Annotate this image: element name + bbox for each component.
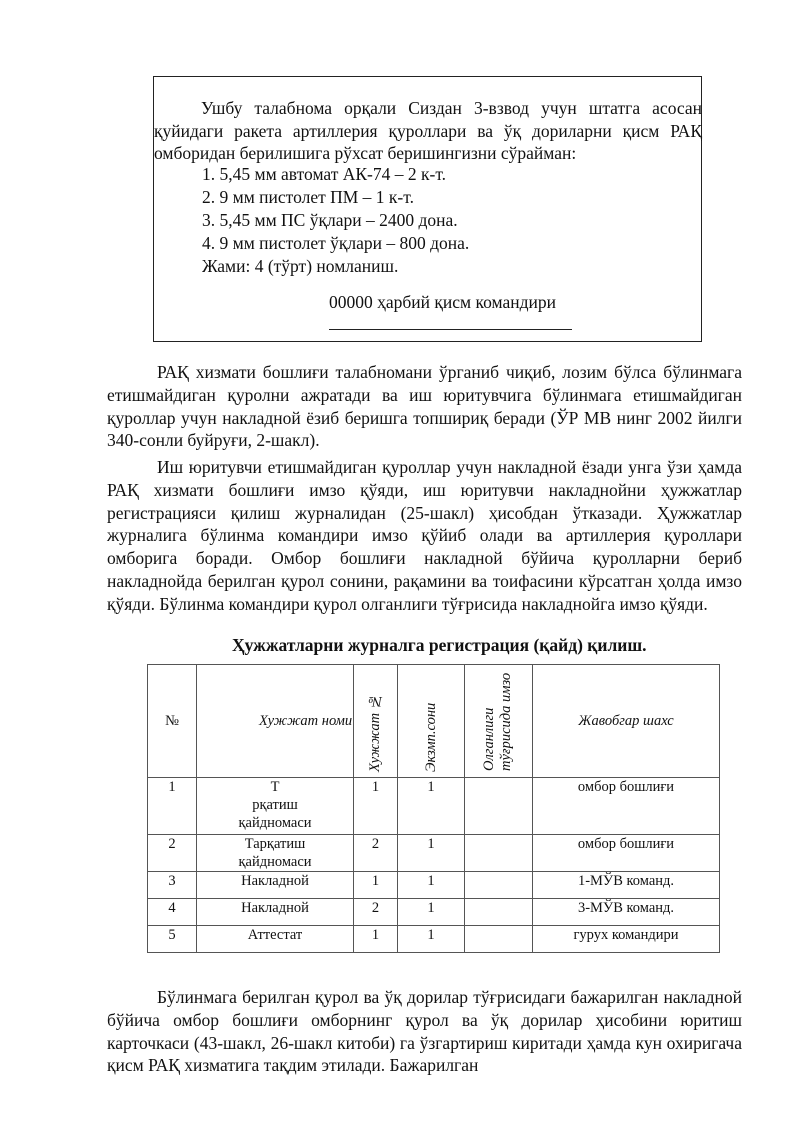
paragraph-1 xyxy=(107,361,742,452)
table-header-row xyxy=(148,665,720,778)
cell-responsible: 3-МЎВ команд. xyxy=(533,899,720,926)
table-row xyxy=(148,835,720,872)
cell-doc-no: 2 xyxy=(354,835,398,872)
cell-doc-no: 1 xyxy=(354,926,398,953)
cell-copies: 1 xyxy=(398,778,465,835)
cell-num: 3 xyxy=(148,872,197,899)
request-intro xyxy=(154,97,702,165)
paragraph-2 xyxy=(107,456,742,616)
cell-sign xyxy=(465,926,533,953)
cell-copies: 1 xyxy=(398,926,465,953)
cell-responsible: гурух командири xyxy=(533,926,720,953)
cell-num: 1 xyxy=(148,778,197,835)
paragraph-3 xyxy=(107,986,742,1077)
header-num: № xyxy=(148,665,197,778)
cell-sign xyxy=(465,899,533,926)
header-copies xyxy=(398,665,465,778)
cell-sign xyxy=(465,872,533,899)
cell-responsible: 1-МЎВ команд. xyxy=(533,872,720,899)
cell-responsible: омбор бошлиғи xyxy=(533,835,720,872)
commander-title: 00000 ҳарбий қисм командири xyxy=(329,292,556,312)
request-item-3: 3. 5,45 мм ПС ўқлари – 2400 дона. xyxy=(202,210,458,230)
request-item-1: 1. 5,45 мм автомат АК-74 – 2 к-т. xyxy=(202,164,447,184)
request-form-box xyxy=(153,76,702,342)
cell-num: 2 xyxy=(148,835,197,872)
table-row xyxy=(148,872,720,899)
cell-sign xyxy=(465,778,533,835)
request-intro-wrap xyxy=(154,97,702,165)
cell-num: 5 xyxy=(148,926,197,953)
cell-sign xyxy=(465,835,533,872)
header-responsible: Жавобгар шахс xyxy=(533,665,720,778)
table-title: Ҳужжатларни журналга регистрация (қайд) қилиш. xyxy=(232,635,647,655)
cell-doc: Т рқатиш қайдномаси xyxy=(197,778,354,835)
request-total: Жами: 4 (тўрт) номланиш. xyxy=(202,256,399,276)
paragraph-2-text: Иш юритувчи етишмайдиган қуроллар учун накладной ёзади унга ўзи ҳамда РАҚ хизмати бошлиғи имзо қўяди, иш юритувчи накладнойни ҳужжатлар регистрацияси қилиш журналидан (25-шакл) ҳисобдан ўтказади. Ҳужжатлар журналига бўлинма командири имзо қўйиб олади ва артиллерия қуроллари омборига боради. Омбор бошлиғи накладной бўйича қуролларни бериб накладнойда берилган қурол сонини, рақамини ва тоифасини кўрсатган ҳолда имзо қўяди. Бўлинма командири қурол олганлиги тўғрисида накладнойга имзо қўяди. xyxy=(107,457,742,614)
table-row xyxy=(148,778,720,835)
cell-doc: Накладной xyxy=(197,872,354,899)
request-item-2: 2. 9 мм пистолет ПМ – 1 к-т. xyxy=(202,187,414,207)
header-doc-name: Хужжат номи xyxy=(197,665,354,778)
paragraph-3-text: Бўлинмага берилган қурол ва ўқ дорилар тўғрисидаги бажарилган накладной бўйича омбор бошлиғи омборнинг қурол ва ўқ дорилар ҳисобини юритиш карточкаси (43-шакл, 26-шакл китоби) га ўзгартириш киритади ҳамда кун охиригача қисм РАҚ хизматига тақдим этилади. Бажарилган xyxy=(107,987,742,1076)
table-row xyxy=(148,926,720,953)
request-item-4: 4. 9 мм пистолет ўқлари – 800 дона. xyxy=(202,233,470,253)
cell-doc: Накладной xyxy=(197,899,354,926)
cell-doc: Тарқатиш қайдномаси xyxy=(197,835,354,872)
cell-copies: 1 xyxy=(398,835,465,872)
cell-doc: Аттестат xyxy=(197,926,354,953)
header-copies-text: Экзмп.сони xyxy=(422,702,439,772)
header-doc-no-text: Хужжат № xyxy=(367,693,383,772)
table-row xyxy=(148,899,720,926)
paragraph-1-text: РАҚ хизмати бошлиғи талабномани ўрганиб чиқиб, лозим бўлса бўлинмага етишмайдиган қуролни ажратади ва иш юритувчига бўлинмага етишмайдиган қуроллар учун накладной ёзиб беришга топшириқ беради (ЎР МВ нинг 2002 йилги 340-сонли буйруғи, 2-шакл). xyxy=(107,362,742,451)
request-intro-text: Ушбу талабнома орқали Сиздан 3-взвод учун штатга асосан қуйидаги ракета артиллерия қуроллари ва ўқ дориларни қисм РАҚ омборидан берилишига рўхсат беришингизни сўрайман: xyxy=(154,98,702,164)
cell-responsible: омбор бошлиғи xyxy=(533,778,720,835)
registration-table xyxy=(147,664,720,953)
header-doc-no xyxy=(354,665,398,778)
cell-copies: 1 xyxy=(398,899,465,926)
cell-doc-no: 2 xyxy=(354,899,398,926)
cell-copies: 1 xyxy=(398,872,465,899)
cell-num: 4 xyxy=(148,899,197,926)
header-received-sign xyxy=(465,665,533,778)
header-received-sign-text: Олганлиги тўғрисида имзо xyxy=(480,672,514,771)
signature-line xyxy=(329,329,572,330)
cell-doc-no: 1 xyxy=(354,872,398,899)
cell-doc-no: 1 xyxy=(354,778,398,835)
